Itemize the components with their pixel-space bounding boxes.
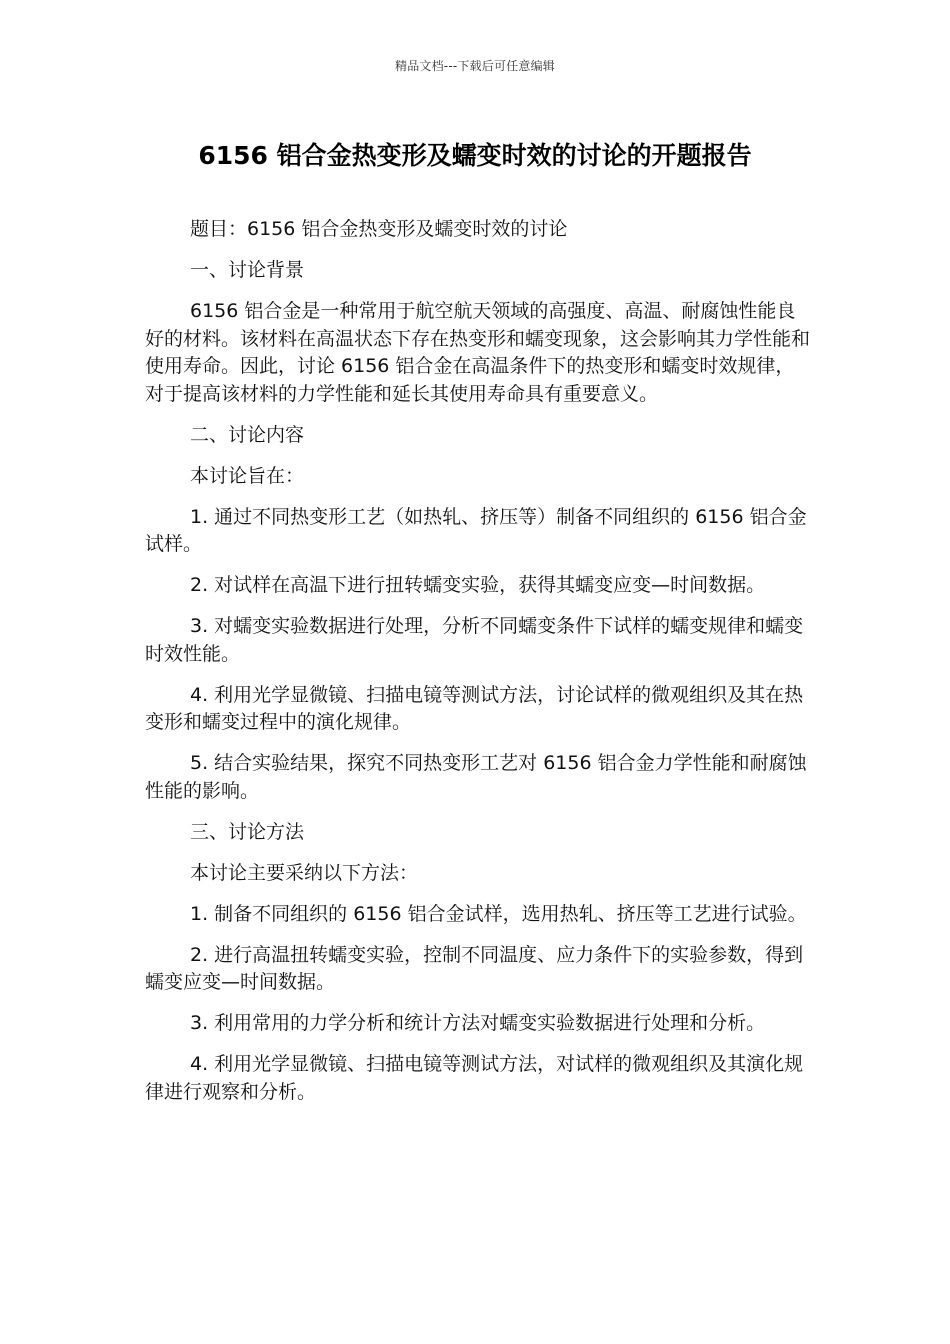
methods-item-4: 4. 利用光学显微镜、扫描电镜等测试方法，对试样的微观组织及其演化规律进行观察和分析。 — [145, 1053, 804, 1103]
content-item-3: 3. 对蠕变实验数据进行处理，分析不同蠕变条件下试样的蠕变规律和蠕变时效性能。 — [145, 615, 804, 665]
content-item-2: 2. 对试样在高温下进行扭转蠕变实验，获得其蠕变应变—时间数据。 — [190, 574, 766, 596]
document-body — [145, 216, 810, 1120]
header-note: 精品文档---下载后可任意编辑 — [395, 59, 555, 73]
methods-item-1: 1. 制备不同组织的 6156 铝合金试样，选用热轧、挤压等工艺进行试验。 — [190, 902, 807, 925]
background-paragraph: 6156 铝合金是一种常用于航空航天领域的高强度、高温、耐腐蚀性能良好的材料。该材料在高温状态下存在热变形和蠕变现象，这会影响其力学性能和使用寿命。因此，讨论 6156 铝合金在高温条件下的热变形和蠕变时效规律，对于提高该材料的力学性能和延长其使用寿命具有重要意义。 — [145, 300, 811, 405]
topic-line: 题目：6156 铝合金热变形及蠕变时效的讨论 — [190, 218, 568, 240]
section-heading-methods: 三、讨论方法 — [190, 820, 305, 843]
methods-item-3: 3. 利用常用的力学分析和统计方法对蠕变实验数据进行处理和分析。 — [190, 1012, 766, 1034]
document-title: 6156 铝合金热变形及蠕变时效的讨论的开题报告 — [198, 141, 752, 170]
methods-item-2: 2. 进行高温扭转蠕变实验，控制不同温度、应力条件下的实验参数，得到蠕变应变—时间数据。 — [145, 943, 804, 993]
content-item-4: 4. 利用光学显微镜、扫描电镜等测试方法，讨论试样的微观组织及其在热变形和蠕变过程中的演化规律。 — [145, 683, 804, 733]
methods-intro: 本讨论主要采纳以下方法： — [190, 861, 419, 884]
content-intro: 本讨论旨在： — [190, 464, 305, 487]
content-item-1: 1. 通过不同热变形工艺（如热轧、挤压等）制备不同组织的 6156 铝合金试样。 — [145, 505, 807, 555]
section-heading-background: 一、讨论背景 — [190, 259, 305, 281]
section-heading-content: 二、讨论内容 — [190, 423, 305, 446]
content-item-5: 5. 结合实验结果，探究不同热变形工艺对 6156 铝合金力学性能和耐腐蚀性能的影响。 — [145, 752, 807, 802]
